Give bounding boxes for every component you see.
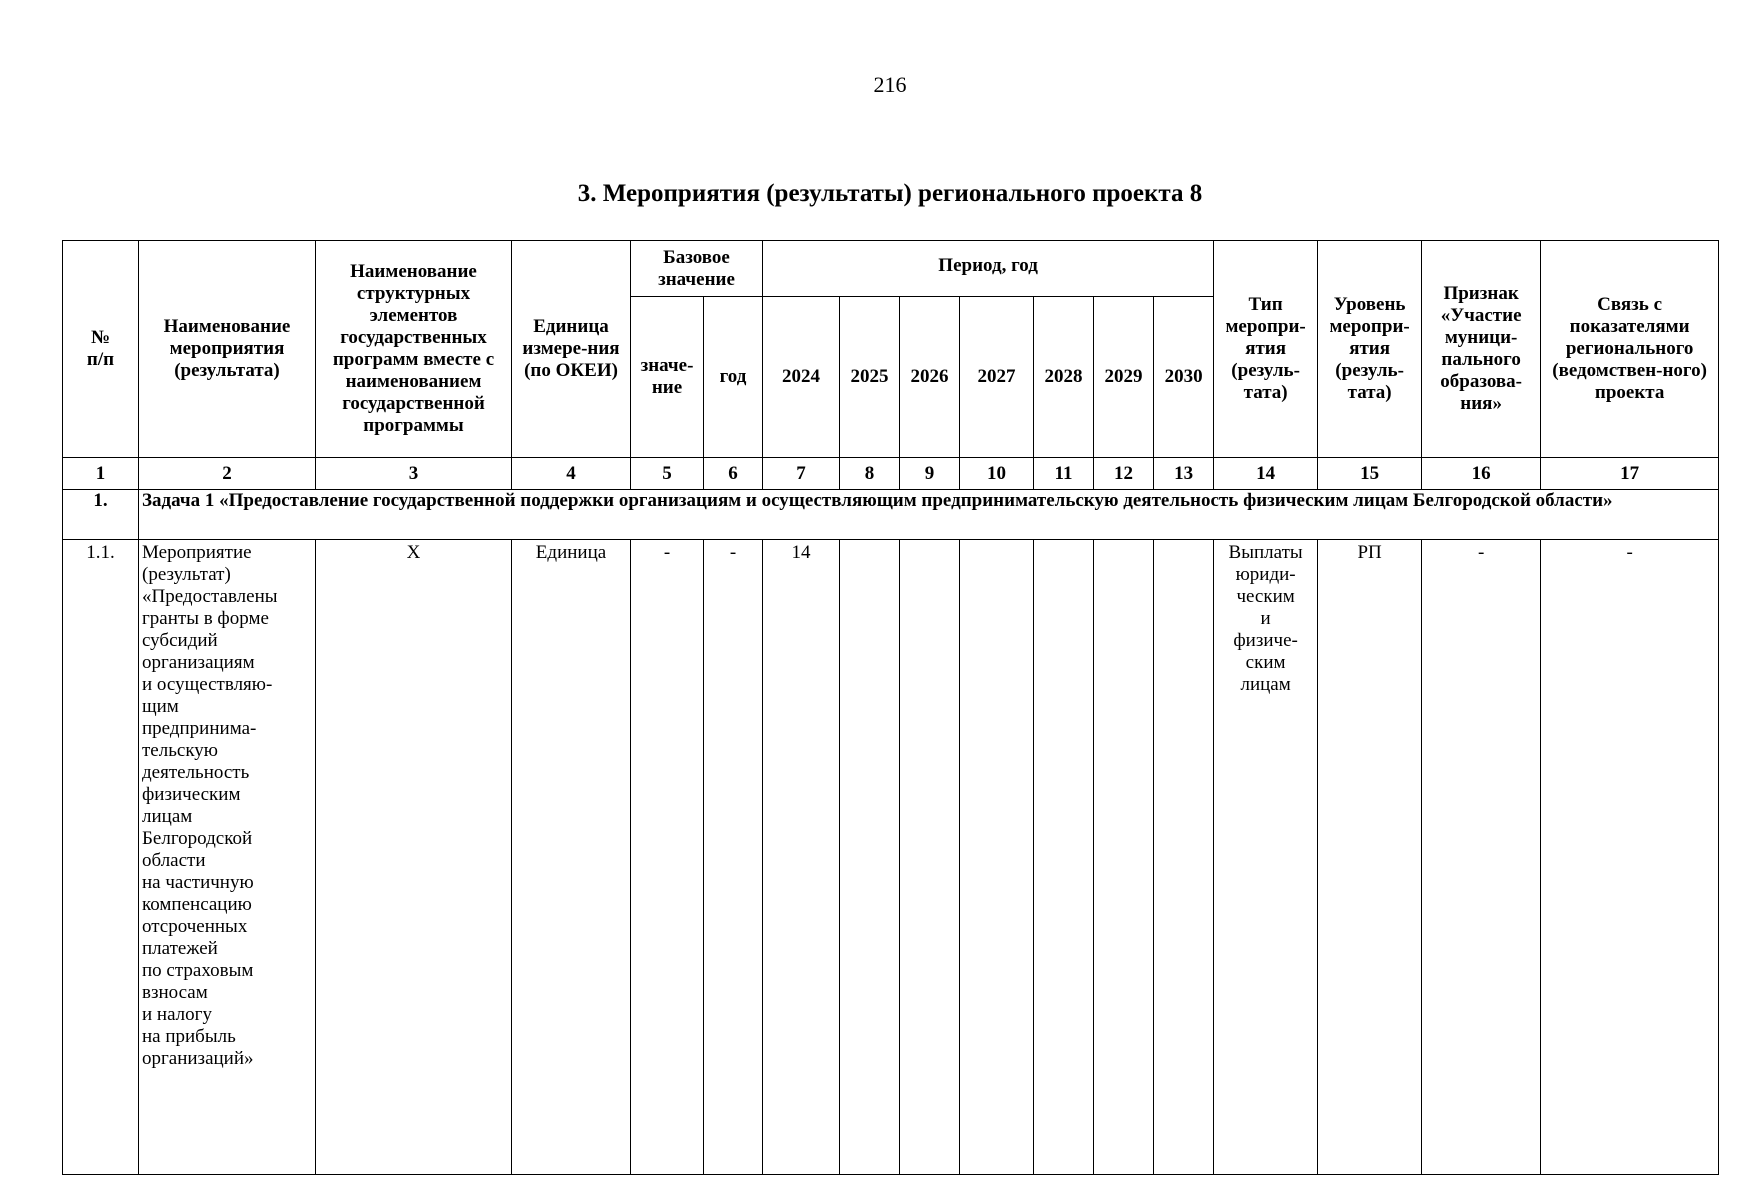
item-number: 1.1. — [63, 540, 139, 1175]
header-year-2025: 2025 — [840, 297, 900, 458]
header-base: Базовое значение — [631, 241, 763, 297]
col-num-6: 6 — [704, 458, 763, 490]
col-num-13: 13 — [1154, 458, 1214, 490]
header-year-2027: 2027 — [960, 297, 1034, 458]
header-year-2028: 2028 — [1034, 297, 1094, 458]
col-num-7: 7 — [763, 458, 840, 490]
column-numbers-row — [63, 458, 1719, 490]
item-value-2030 — [1154, 540, 1214, 1175]
item-value-2027 — [960, 540, 1034, 1175]
header-year-2026: 2026 — [900, 297, 960, 458]
header-type: Тип меропри-ятия (резуль-тата) — [1214, 241, 1318, 458]
header-base-value: значе-ние — [631, 297, 704, 458]
task-text: Задача 1 «Предоставление государственной поддержки организациям и осуществляющим предпринимательскую деятельность физическим лицам Белгородской области» — [139, 490, 1719, 540]
col-num-15: 15 — [1318, 458, 1422, 490]
item-municipal: - — [1422, 540, 1541, 1175]
table-row — [63, 540, 1719, 1175]
header-base-year: год — [704, 297, 763, 458]
col-num-1: 1 — [63, 458, 139, 490]
header-municipal: Признак «Участие муници-пального образова-ния» — [1422, 241, 1541, 458]
col-num-2: 2 — [139, 458, 316, 490]
col-num-9: 9 — [900, 458, 960, 490]
item-unit: Единица — [512, 540, 631, 1175]
document-title: 3. Мероприятия (результаты) регионального проекта 8 — [577, 180, 1203, 207]
item-level: РП — [1318, 540, 1422, 1175]
item-name: Мероприятие (результат) «Предоставлены гранты в форме субсидий организациям и осуществляю- щим предпринима- тельскую деятельность физическим лицам Белгородской области на частичную компенсацию отсроченных платежей по страховым взносам и налогу на прибыль организаций» — [139, 540, 316, 1175]
header-unit: Единица измере-ния (по ОКЕИ) — [512, 241, 631, 458]
item-link: - — [1541, 540, 1719, 1175]
item-type: Выплаты юриди- ческим и физиче- ским лицам — [1214, 540, 1318, 1175]
col-num-16: 16 — [1422, 458, 1541, 490]
header-struct: Наименование структурных элементов государственных программ вместе с наименованием государственной программы — [316, 241, 512, 458]
item-base-year: - — [704, 540, 763, 1175]
header-period: Период, год — [763, 241, 1214, 297]
col-num-8: 8 — [840, 458, 900, 490]
header-link: Связь с показателями регионального (ведомствен-ного) проекта — [1541, 241, 1719, 458]
col-num-4: 4 — [512, 458, 631, 490]
header-year-2029: 2029 — [1094, 297, 1154, 458]
col-num-5: 5 — [631, 458, 704, 490]
col-num-10: 10 — [960, 458, 1034, 490]
header-level: Уровень меропри-ятия (резуль-тата) — [1318, 241, 1422, 458]
header-num: № п/п — [63, 241, 139, 458]
col-num-11: 11 — [1034, 458, 1094, 490]
header-name: Наименование мероприятия (результата) — [139, 241, 316, 458]
item-value-2025 — [840, 540, 900, 1175]
measures-table — [62, 240, 1719, 1175]
task-row — [63, 490, 1719, 540]
header-year-2030: 2030 — [1154, 297, 1214, 458]
item-value-2029 — [1094, 540, 1154, 1175]
page-number: 216 — [873, 72, 907, 97]
col-num-12: 12 — [1094, 458, 1154, 490]
col-num-3: 3 — [316, 458, 512, 490]
col-num-14: 14 — [1214, 458, 1318, 490]
item-base-value: - — [631, 540, 704, 1175]
item-value-2024: 14 — [763, 540, 840, 1175]
task-number: 1. — [63, 490, 139, 540]
item-value-2028 — [1034, 540, 1094, 1175]
item-value-2026 — [900, 540, 960, 1175]
item-struct: Х — [316, 540, 512, 1175]
col-num-17: 17 — [1541, 458, 1719, 490]
header-year-2024: 2024 — [763, 297, 840, 458]
